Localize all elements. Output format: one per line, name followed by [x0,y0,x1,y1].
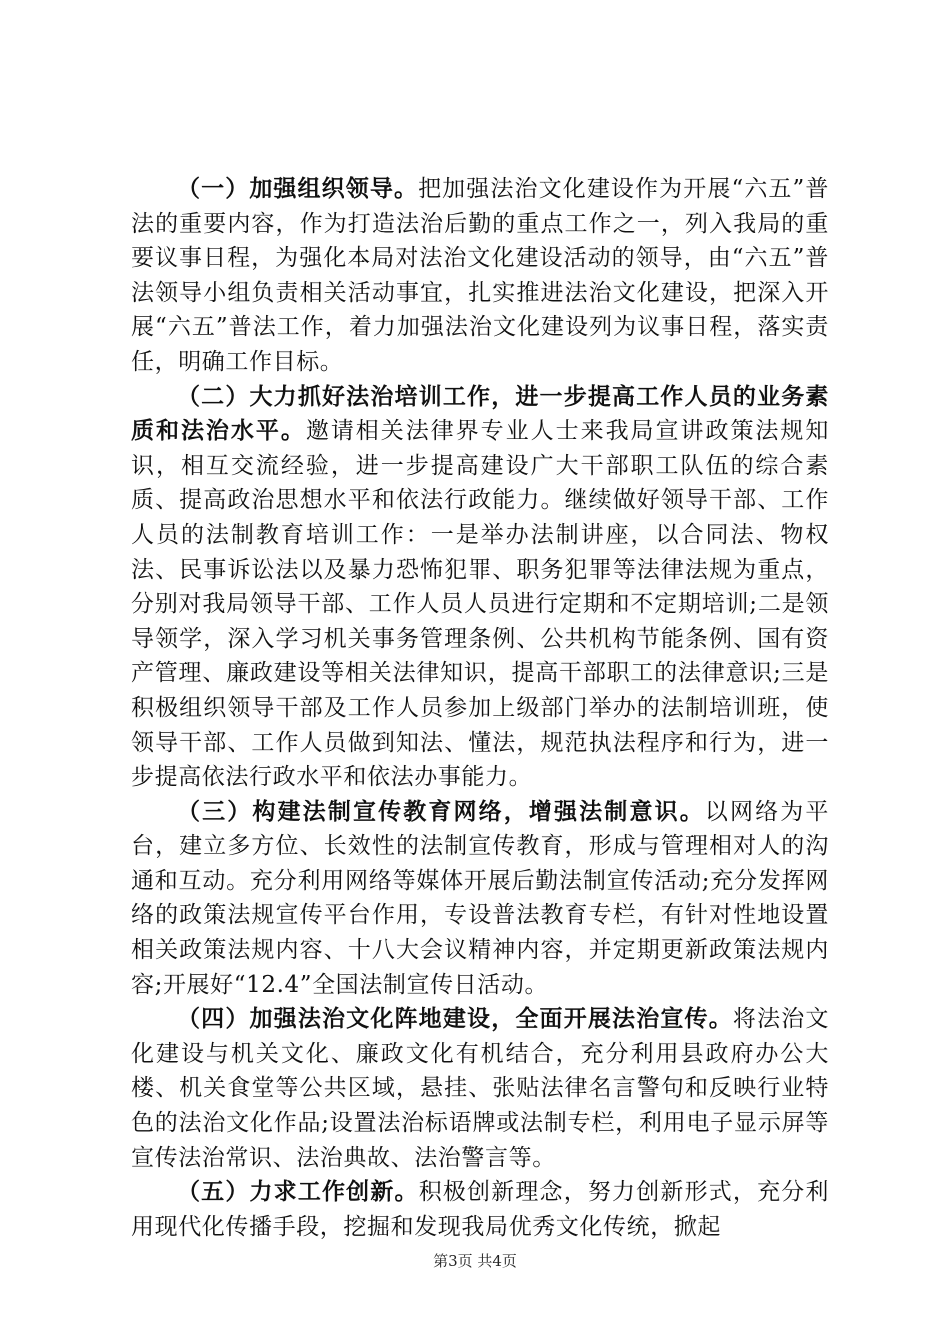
paragraph-3-heading: （三）构建法制宣传教育网络，增强法制意识。 [177,798,705,825]
paragraph-4-heading: （四）加强法治文化阵地建设，全面开展法治宣传。 [177,1006,733,1033]
page-footer: 第3页 共4页 [433,1252,517,1270]
paragraph-4 [131,1002,829,1175]
paragraph-2-heading: （二）大力抓好法治培训工作，进一步提高工作人员的业务素质和法治水平。 [131,383,829,445]
paragraph-1 [131,172,829,380]
document-body [131,172,829,1244]
paragraph-4-body: 将法治文化建设与机关文化、廉政文化有机结合，充分利用县政府办公大楼、机关食堂等公共区域，悬挂、张贴法律名言警句和反映行业特色的法治文化作品;设置法治标语牌或法制专栏，利用电子显示屏等宣传法治常识、法治典故、法治警言等。 [131,1006,829,1171]
paragraph-3-body: 以网络为平台，建立多方位、长效性的法制宣传教育，形成与管理相对人的沟通和互动。充分利用网络等媒体开展后勤法制宣传活动;充分发挥网络的政策法规宣传平台作用，专设普法教育专栏，有针对性地设置相关政策法规内容、十八大会议精神内容，并定期更新政策法规内容;开展好“12.4”全国法制宣传日活动。 [131,798,830,998]
paragraph-5-body: 积极创新理念，努力创新形式，充分利用现代化传播手段，挖掘和发现我局优秀文化传统，掀起 [131,1179,830,1240]
paragraph-1-heading: （一）加强组织领导。 [177,176,419,202]
paragraph-5-heading: （五）力求工作创新。 [177,1179,419,1206]
paragraph-2-body: 邀请相关法律界专业人士来我局宣讲政策法规知识，相互交流经验，进一步提高建设广大干部职工队伍的综合素质、提高政治思想水平和依法行政能力。继续做好领导干部、工作人员的法制教育培训工作：一是举办法制讲座，以合同法、物权法、民事诉讼法以及暴力恐怖犯罪、职务犯罪等法律法规为重点，分别对我局领导干部、工作人员人员进行定期和不定期培训;二是领导领学，深入学习机关事务管理条例、公共机构节能条例、国有资产管理、廉政建设等相关法律知识，提高干部职工的法律意识;三是积极组织领导干部及工作人员参加上级部门举办的法制培训班，使领导干部、工作人员做到知法、懂法，规范执法程序和行为，进一步提高依法行政水平和依法办事能力。 [131,418,829,791]
paragraph-1-body: 把加强法治文化建设作为开展“六五”普法的重要内容，作为打造法治后勤的重点工作之一，列入我局的重要议事日程，为强化本局对法治文化建设活动的领导，由“六五”普法领导小组负责相关活动事宜，扎实推进法治文化建设，把深入开展“六五”普法工作，着力加强法治文化建设列为议事日程，落实责任，明确工作目标。 [131,176,830,375]
paragraph-5 [131,1175,829,1244]
paragraph-3 [131,795,829,1003]
paragraph-2 [131,380,829,795]
